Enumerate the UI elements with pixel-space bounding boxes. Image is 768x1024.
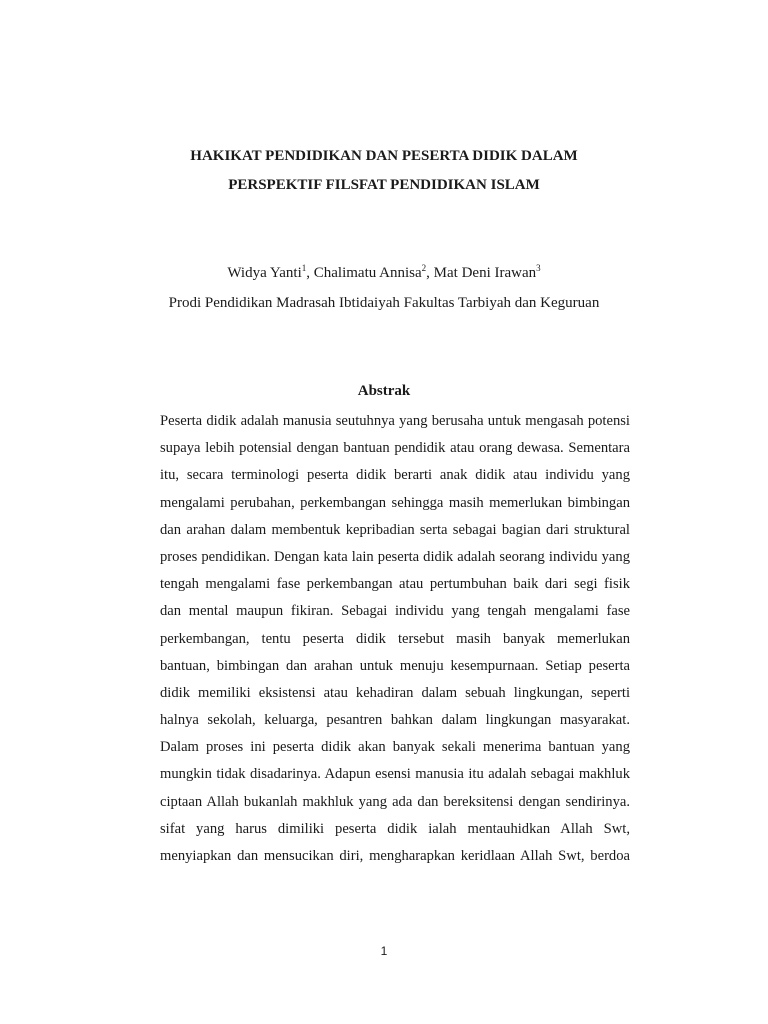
abstract-line: itu, secara terminologi peserta didik berarti anak didik atau individu yang <box>160 467 630 484</box>
author-affiliation-mark: 3 <box>536 263 541 273</box>
abstract-line: menyiapkan dan mensucikan diri, mengharapkan keridlaan Allah Swt, berdoa <box>160 848 630 864</box>
author-affiliation: Prodi Pendidikan Madrasah Ibtidaiyah Fakultas Tarbiyah dan Keguruan <box>168 295 600 311</box>
author-name: Mat Deni Irawan <box>433 265 537 281</box>
abstract-line: supaya lebih potensial dengan bantuan pendidik atau orang dewasa. Sementara <box>160 440 630 457</box>
author-affiliation-mark: 1 <box>301 263 307 273</box>
abstract-line: bantuan, bimbingan dan arahan untuk menuju kesempurnaan. Setiap peserta <box>160 657 630 674</box>
abstract-line: halnya sekolah, keluarga, pesantren bahkan dalam lingkungan masyarakat. <box>160 712 630 729</box>
paper-title-line-2: PERSPEKTIF FILSFAT PENDIDIKAN ISLAM <box>228 177 540 193</box>
author-separator: , <box>306 265 314 281</box>
author-separator: , <box>426 265 434 281</box>
author-list <box>0 265 768 282</box>
abstract-line: tengah mengalami fase perkembangan atau pertumbuhan baik dari segi fisik <box>160 576 630 593</box>
abstract-line: dan arahan dalam membentuk kepribadian serta sebagai bagian dari struktural <box>160 521 630 538</box>
abstract-line: perkembangan, tentu peserta didik tersebut masih banyak memerlukan <box>160 630 630 647</box>
abstract-body <box>160 408 630 870</box>
abstract-line: Peserta didik adalah manusia seutuhnya yang berusaha untuk mengasah potensi <box>160 413 630 429</box>
author-name: Widya Yanti <box>227 265 302 281</box>
abstract-line: didik memiliki eksistensi atau kehadiran dalam sebuah lingkungan, seperti <box>160 684 630 701</box>
abstract-line: mungkin tidak disadarinya. Adapun esensi manusia itu adalah sebagai makhluk <box>160 766 630 783</box>
abstract-line: Dalam proses ini peserta didik akan banyak sekali menerima bantuan yang <box>160 739 630 756</box>
paper-title-line-1: HAKIKAT PENDIDIKAN DAN PESERTA DIDIK DALAM <box>190 148 578 164</box>
abstract-line: dan mental maupun fikiran. Sebagai individu yang tengah mengalami fase <box>160 603 630 620</box>
abstract-line: mengalami perubahan, perkembangan sehingga masih memerlukan bimbingan <box>160 494 630 511</box>
abstract-heading: Abstrak <box>357 383 411 399</box>
abstract-line: ciptaan Allah bukanlah makhluk yang ada dan bereksitensi dengan sendirinya. <box>160 793 630 810</box>
page-number: 1 <box>380 944 388 958</box>
author-affiliation-mark: 2 <box>421 263 427 273</box>
abstract-line: proses pendidikan. Dengan kata lain peserta didik adalah seorang individu yang <box>160 548 630 565</box>
author-name: Chalimatu Annisa <box>313 265 422 281</box>
abstract-line: sifat yang harus dimiliki peserta didik ialah mentauhidkan Allah Swt, <box>160 820 630 837</box>
